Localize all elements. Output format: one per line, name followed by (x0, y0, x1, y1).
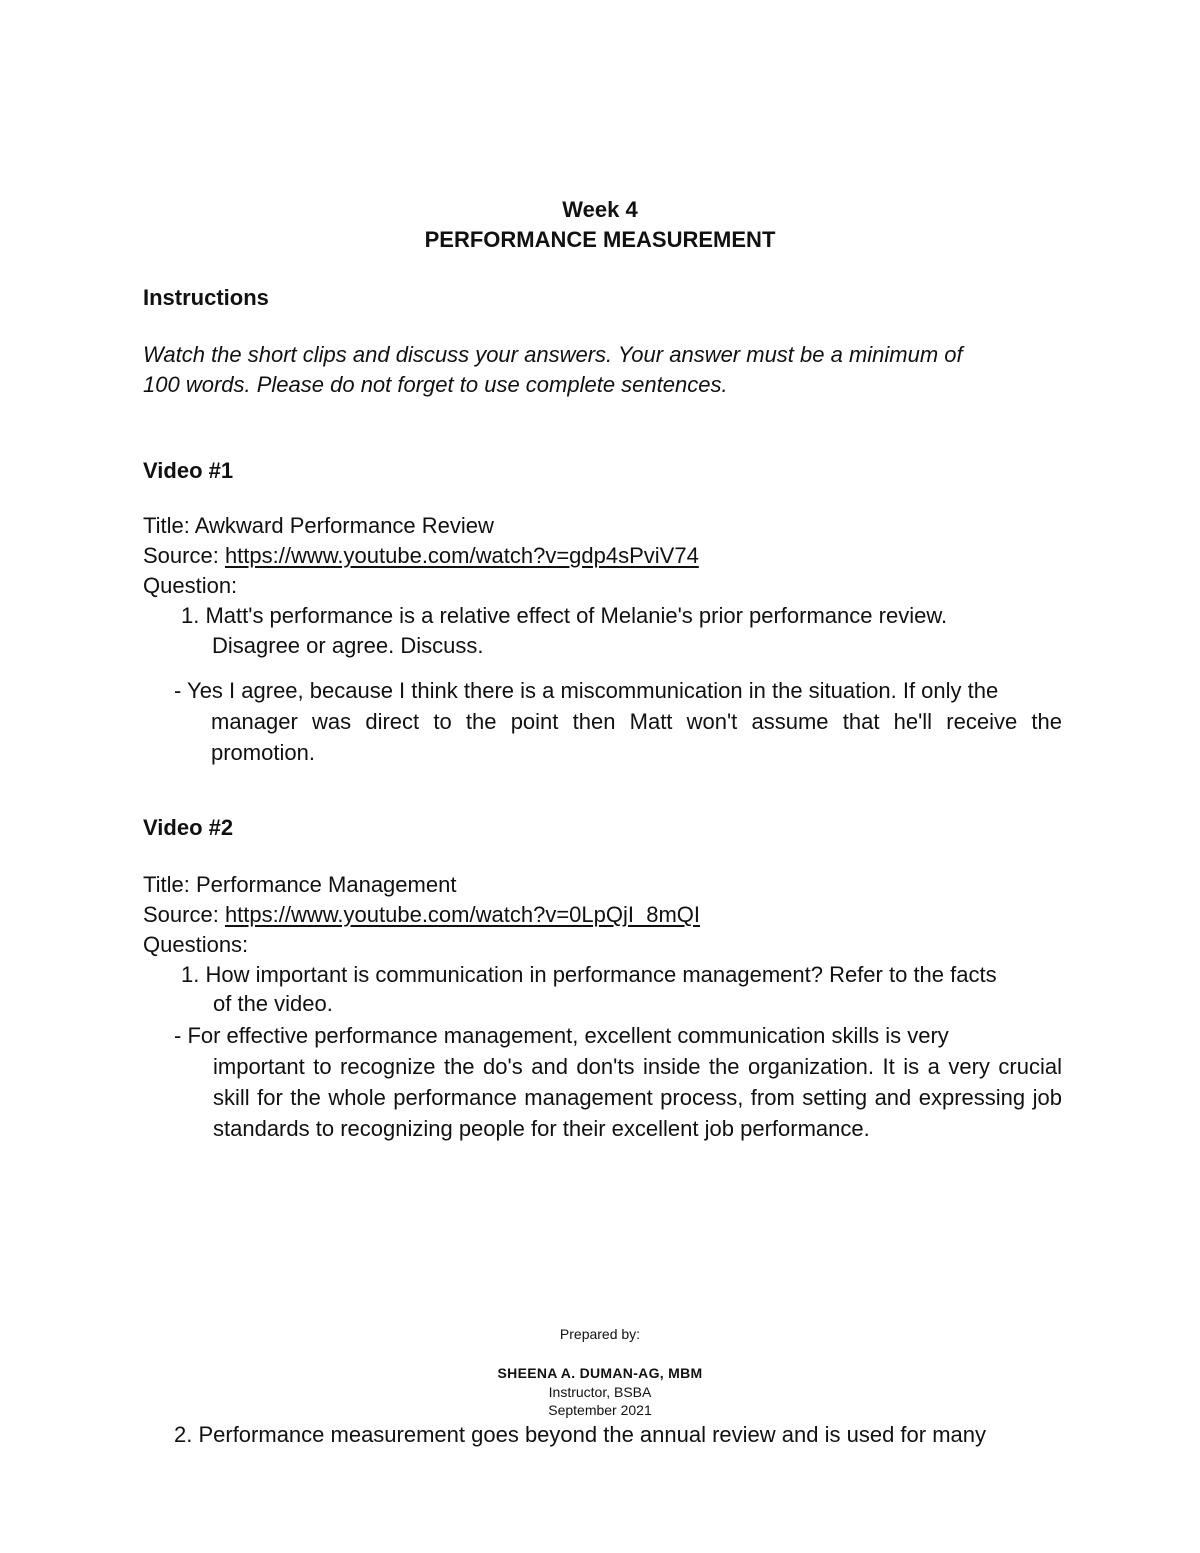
video1-title: Title: Awkward Performance Review (143, 513, 494, 538)
video2-heading: Video #2 (143, 815, 234, 840)
footer-date: September 2021 (548, 1402, 652, 1418)
instructions-line-2: 100 words. Please do not forget to use complete sentences. (143, 372, 728, 397)
video2-title: Title: Performance Management (143, 872, 457, 897)
video2-question-1-line-1: 1. How important is communication in performance management? Refer to the facts (181, 962, 997, 987)
video1-answer-lead: - Yes I agree, because I think there is a miscommunication in the situation. If only the (174, 678, 999, 703)
video1-source-label: Source: (143, 543, 225, 568)
video2-source (143, 902, 700, 928)
video1-heading: Video #1 (143, 458, 234, 483)
instructions-line-1: Watch the short clips and discuss your answers. Your answer must be a minimum of (143, 342, 963, 367)
video1-question-1-line-1: 1. Matt's performance is a relative effect of Melanie's prior performance review. (181, 603, 948, 628)
video2-source-link[interactable]: https://www.youtube.com/watch?v=0LpQjI_8mQI (224, 902, 700, 927)
video2-question-1-line-2: of the video. (213, 991, 333, 1016)
instructions-heading: Instructions (143, 285, 269, 310)
instructor-name: SHEENA A. DUMAN-AG, MBM (497, 1365, 703, 1381)
video1-answer-body: manager was direct to the point then Matt won't assume that he'll receive the promotion. (211, 709, 1062, 765)
video2-answer-lead: - For effective performance management, excellent communication skills is very (174, 1023, 949, 1048)
week-heading: Week 4 (562, 197, 638, 222)
video1-question-label: Question: (143, 573, 238, 598)
video1-source-link[interactable]: https://www.youtube.com/watch?v=gdp4sPviV74 (224, 543, 699, 568)
page-title: PERFORMANCE MEASUREMENT (424, 227, 776, 252)
video2-source-label: Source: (143, 902, 225, 927)
video2-answer-body: important to recognize the do's and don'ts inside the organization. It is a very crucial skill for the whole performance management process, from setting and expressing job standards to recognizing people for their excellent job performance. (213, 1054, 1062, 1141)
video1-source (143, 543, 699, 569)
question-2-line: 2. Performance measurement goes beyond the annual review and is used for many (174, 1422, 987, 1447)
instructor-role: Instructor, BSBA (548, 1384, 652, 1400)
prepared-by-label: Prepared by: (559, 1326, 641, 1342)
video1-question-1-line-2: Disagree or agree. Discuss. (212, 633, 484, 658)
video2-question-label: Questions: (143, 932, 249, 957)
